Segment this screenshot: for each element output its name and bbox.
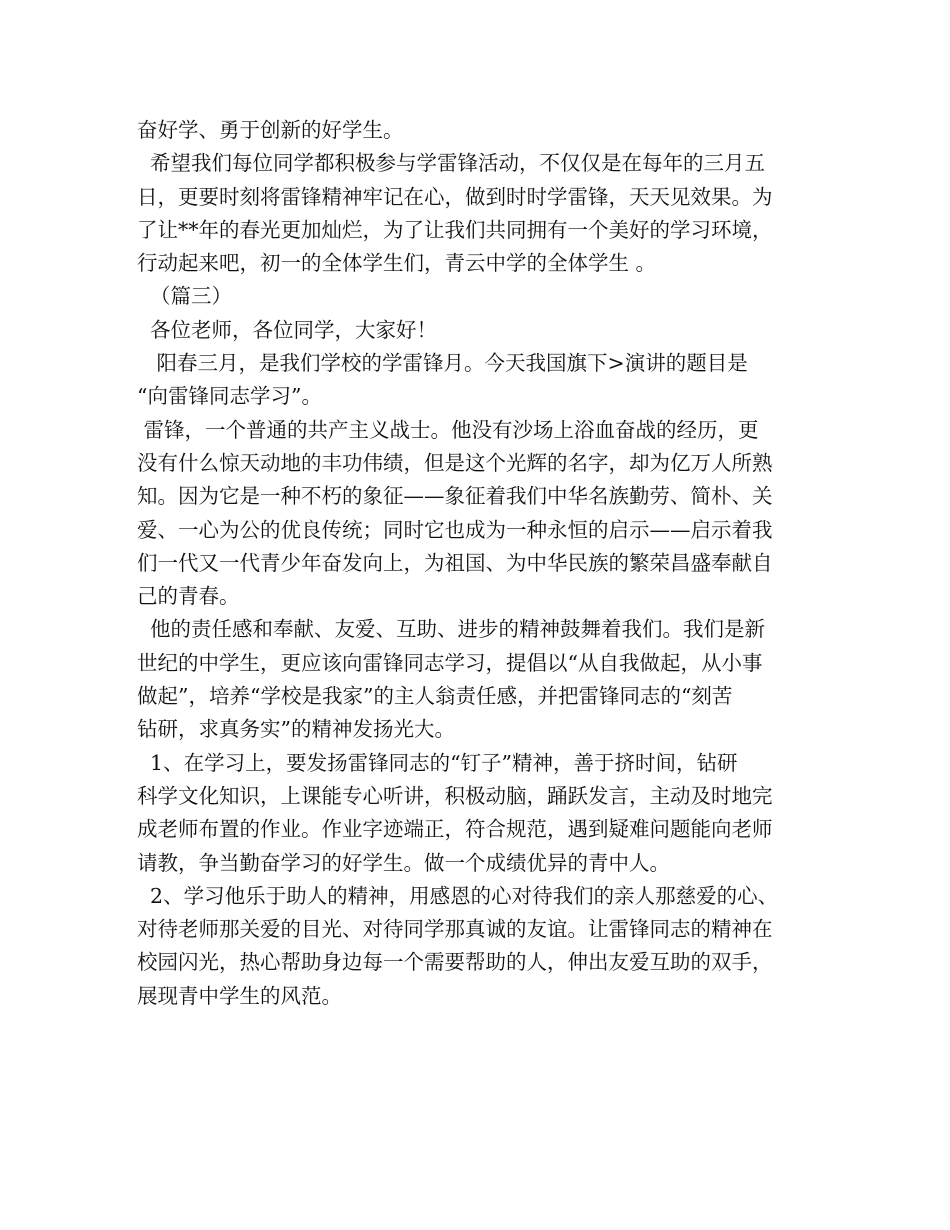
text-line: 2、学习他乐于助人的精神，用感恩的心对待我们的亲人那慈爱的心、 [137, 883, 779, 908]
text-line: 们一代又一代青少年奋发向上，为祖国、为中华民族的繁荣昌盛奉献自 [137, 550, 773, 575]
text-line: 1、在学习上，要发扬雷锋同志的“钉子”精神，善于挤时间，钻研 [137, 750, 738, 775]
text-line: “向雷锋同志学习”。 [137, 384, 322, 409]
text-line: 展现青中学生的风范。 [137, 983, 342, 1008]
text-line: 世纪的中学生，更应该向雷锋同志学习，提倡以“从自我做起，从小事 [137, 650, 763, 675]
text-line: （篇三） [137, 284, 233, 309]
document-body [137, 114, 827, 1013]
text-line: 没有什么惊天动地的丰功伟绩，但是这个光辉的名字，却为亿万人所熟 [137, 450, 773, 475]
text-line: 雷锋，一个普通的共产主义战士。他没有沙场上浴血奋战的经历，更 [137, 417, 759, 442]
text-line: 日，更要时刻将雷锋精神牢记在心，做到时时学雷锋，天天见效果。为 [137, 184, 773, 209]
text-line: 科学文化知识，上课能专心听讲，积极动脑，踊跃发言，主动及时地完 [137, 783, 773, 808]
text-line: 了让**年的春光更加灿烂，为了让我们共同拥有一个美好的学习环境， [137, 217, 773, 242]
text-line: 校园闪光，热心帮助身边每一个需要帮助的人，伸出友爱互助的双手， [137, 950, 773, 975]
text-line: 对待老师那关爱的目光、对待同学那真诚的友谊。让雷锋同志的精神在 [137, 917, 773, 942]
text-line: 行动起来吧，初一的全体学生们，青云中学的全体学生 。 [137, 251, 657, 276]
text-line: 奋好学、勇于创新的好学生。 [137, 118, 404, 142]
text-line: 阳春三月，是我们学校的学雷锋月。今天我国旗下>演讲的题目是 [137, 351, 748, 376]
text-line: 钻研，求真务实”的精神发扬光大。 [137, 717, 455, 742]
text-line: 成老师布置的作业。作业字迹端正，符合规范，遇到疑难问题能向老师 [137, 817, 773, 842]
text-line: 各位老师，各位同学，大家好！ [137, 317, 438, 342]
text-line: 请教，争当勤奋学习的好学生。做一个成绩优异的青中人。 [137, 850, 670, 875]
text-line: 己的青春。 [137, 584, 240, 609]
text-line: 爱、一心为公的优良传统；同时它也成为一种永恒的启示——启示着我 [137, 517, 773, 542]
text-line: 他的责任感和奉献、友爱、互助、进步的精神鼓舞着我们。我们是新 [137, 617, 766, 642]
text-line: 知。因为它是一种不朽的象征——象征着我们中华名族勤劳、简朴、关 [137, 484, 773, 509]
text-line: 做起”，培养“学校是我家”的主人翁责任感，并把雷锋同志的“刻苦 [137, 684, 733, 709]
text-line: 希望我们每位同学都积极参与学雷锋活动，不仅仅是在每年的三月五 [137, 151, 766, 176]
